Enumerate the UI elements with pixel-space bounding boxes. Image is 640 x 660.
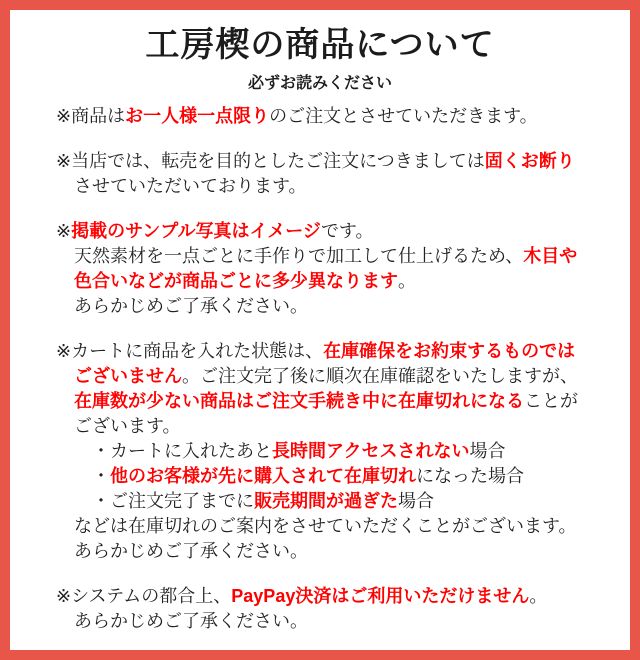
notice-body — [56, 104, 602, 634]
notice-text-segment: PayPay決済はご利用いただけません — [231, 586, 530, 606]
notice-text-segment: させていただいております。 — [74, 176, 307, 196]
notice-line — [56, 294, 602, 319]
notice-text-segment: お一人様一点限り — [125, 106, 270, 126]
notice-text-segment: ※商品は — [56, 106, 126, 126]
notice-line — [56, 364, 602, 389]
notice-text-segment: ことが — [524, 391, 578, 411]
notice-section — [56, 149, 602, 199]
notice-text-segment: ※当店では、転売を目的としたご注文につきましては — [56, 151, 485, 171]
notice-text-segment: ございます。 — [74, 416, 181, 436]
notice-text-segment: 在庫確保をお約束するものでは — [323, 341, 576, 361]
notice-line — [56, 269, 602, 294]
notice-text-segment: 長時間アクセスされない — [272, 441, 470, 461]
page-title: 工房楔の商品について — [145, 26, 495, 64]
notice-text-segment: です。 — [320, 221, 374, 241]
notice-section — [56, 339, 602, 564]
notice-section — [56, 219, 602, 319]
notice-text-segment: になった場合 — [416, 466, 524, 486]
notice-text-segment: 在庫数が少ない商品はご注文手続き中に在庫切れになる — [74, 391, 524, 411]
notice-line — [56, 414, 602, 439]
notice-line — [56, 464, 602, 489]
notice-line — [56, 584, 602, 609]
notice-section — [56, 584, 602, 634]
notice-line — [56, 489, 602, 514]
notice-line — [56, 244, 602, 269]
notice-text-segment: ・カートに入れたあと — [92, 441, 272, 461]
notice-text-segment: あらかじめご了承ください。 — [74, 541, 308, 561]
notice-text-segment: 天然素材を一点ごとに手作りで加工して仕上げるため、 — [74, 246, 524, 266]
notice-line — [56, 439, 602, 464]
notice-text-segment: 色合いなどが商品ごとに多少異なります — [74, 271, 398, 291]
notice-text-segment: 。 — [529, 586, 548, 606]
notice-text-segment: 場合 — [398, 491, 434, 511]
page-subtitle: 必ずお読みください — [247, 75, 392, 92]
notice-text-segment: などは在庫切れのご案内をさせていただくことがございます。 — [74, 516, 577, 536]
notice-text-segment: のご注文とさせていただきます。 — [269, 106, 538, 126]
notice-text-segment: ございません — [74, 366, 182, 386]
notice-line — [56, 389, 602, 414]
notice-text-segment: 販売期間が過ぎた — [254, 491, 398, 511]
notice-text-segment: 木目や — [523, 246, 578, 266]
notice-line — [56, 104, 602, 129]
notice-line — [56, 514, 602, 539]
notice-text-segment: 。ご注文完了後に順次在庫確認をいたしますが、 — [182, 366, 578, 386]
notice-text-segment: 。 — [398, 271, 416, 291]
notice-text-segment: あらかじめご了承ください。 — [74, 296, 308, 316]
notice-text-segment: ※カートに商品を入れた状態は、 — [56, 341, 324, 361]
notice-line — [56, 609, 602, 634]
notice-section — [56, 104, 602, 129]
notice-text-segment: 他のお客様が先に購入されて在庫切れ — [110, 466, 416, 486]
notice-line — [56, 339, 602, 364]
notice-text-segment: ※システムの都合上、 — [56, 586, 232, 606]
notice-line — [56, 539, 602, 564]
notice-line — [56, 219, 602, 244]
notice-text-segment: 掲載のサンプル写真はイメージ — [71, 221, 321, 241]
notice-text-segment: ・ — [92, 466, 110, 486]
notice-text-segment: 固くお断り — [484, 151, 575, 171]
notice-line — [56, 174, 602, 199]
notice-text-segment: 場合 — [469, 441, 506, 461]
notice-text-segment: あらかじめご了承ください。 — [74, 611, 308, 631]
notice-line — [56, 149, 602, 174]
notice-text-segment: ※ — [56, 221, 72, 241]
notice-text-segment: ・ご注文完了までに — [92, 491, 254, 511]
